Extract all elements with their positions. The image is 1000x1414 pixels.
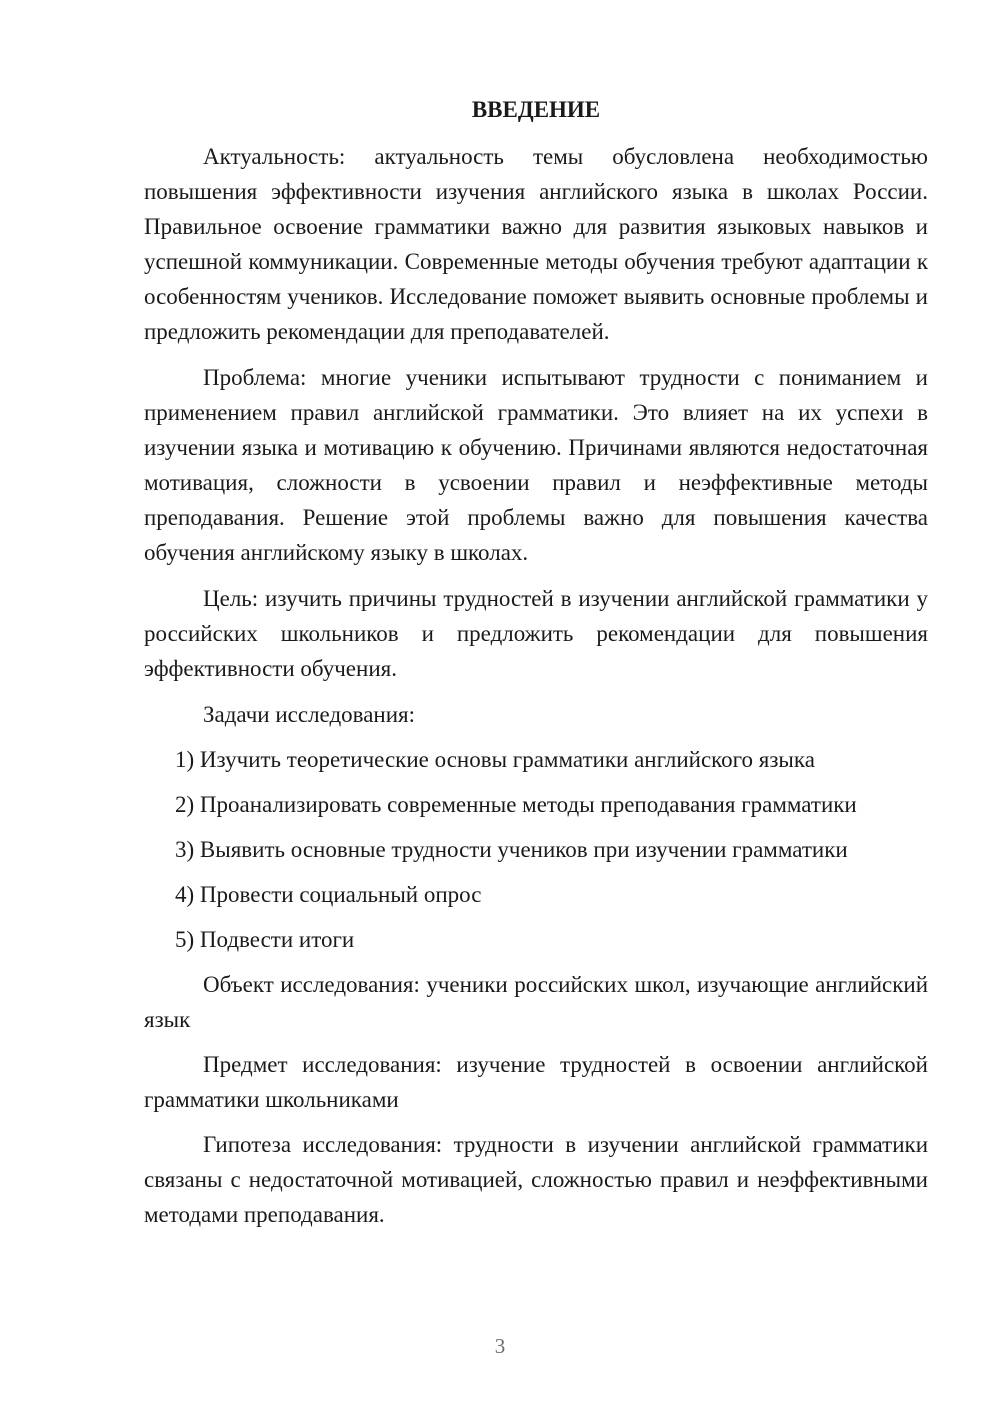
subject-paragraph: Предмет исследования: изучение трудностей в освоении английской грамматики школьниками bbox=[144, 1052, 928, 1112]
object-paragraph: Объект исследования: ученики российских школ, изучающие английский язык bbox=[144, 972, 928, 1032]
tasks-list bbox=[144, 742, 928, 957]
task-item-1: 1) Изучить теоретические основы грамматики английского языка bbox=[175, 747, 815, 772]
task-item-2: 2) Проанализировать современные методы преподавания грамматики bbox=[175, 792, 857, 817]
task-item-4: 4) Провести социальный опрос bbox=[175, 882, 482, 907]
section-heading: ВВЕДЕНИЕ bbox=[471, 97, 601, 122]
hypothesis-paragraph: Гипотеза исследования: трудности в изучении английской грамматики связаны с недостаточной мотивацией, сложностью правил и неэффективными методами преподавания. bbox=[144, 1132, 928, 1227]
page-number: 3 bbox=[494, 1334, 506, 1358]
task-item-5: 5) Подвести итоги bbox=[175, 927, 355, 952]
tasks-title: Задачи исследования: bbox=[203, 702, 416, 727]
document-page bbox=[144, 92, 928, 1242]
task-item-3: 3) Выявить основные трудности учеников при изучении грамматики bbox=[175, 837, 848, 862]
goal-paragraph: Цель: изучить причины трудностей в изучении английской грамматики у российских школьников и предложить рекомендации для повышения эффективности обучения. bbox=[144, 586, 928, 681]
relevance-paragraph: Актуальность: актуальность темы обусловлена необходимостью повышения эффективности изучения английского языка в школах России. Правильное освоение грамматики важно для развития языковых навыков и успешной коммуникации. Современные методы обучения требуют адаптации к особенностям учеников. Исследование поможет выявить основные проблемы и предложить рекомендации для преподавателей. bbox=[144, 144, 928, 344]
problem-paragraph: Проблема: многие ученики испытывают трудности с пониманием и применением правил английской грамматики. Это влияет на их успехи в изучении языка и мотивацию к обучению. Причинами являются недостаточная мотивация, сложности в усвоении правил и неэффективные методы преподавания. Решение этой проблемы важно для повышения качества обучения английскому языку в школах. bbox=[144, 365, 928, 565]
